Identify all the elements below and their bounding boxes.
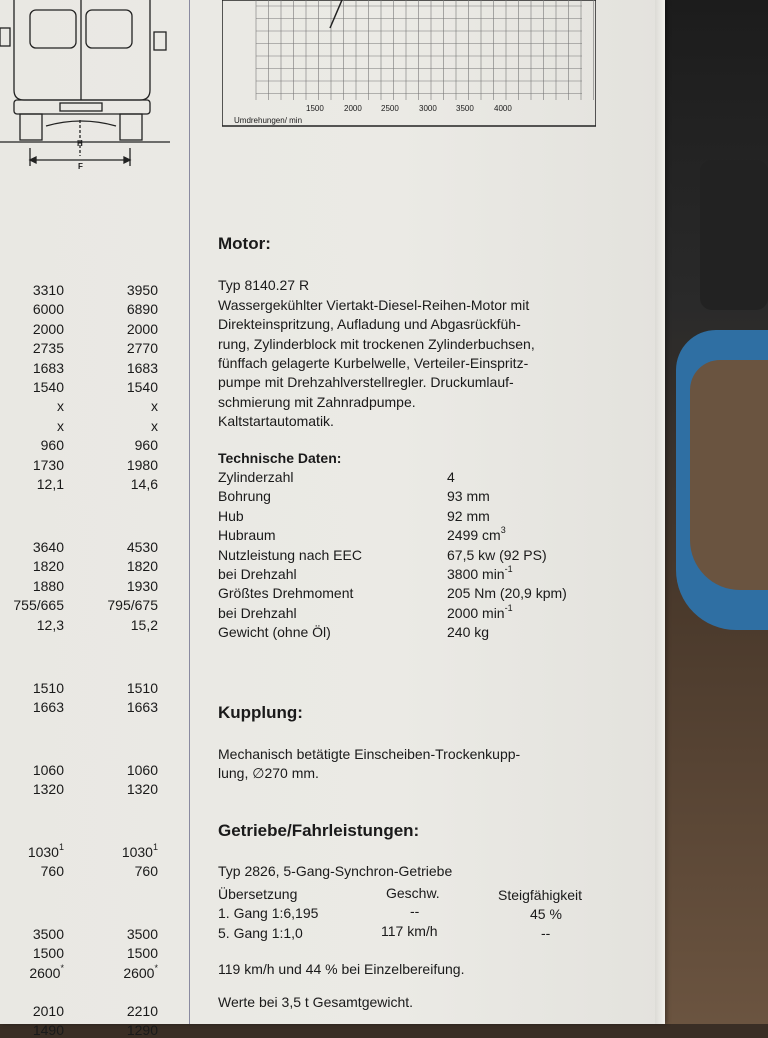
left-value-group1-b: 1540: [126, 379, 158, 395]
left-value-group1-b: 2000: [126, 320, 158, 337]
tech-label: Nutzleistung nach EEC: [218, 546, 362, 563]
left-value-group6-a: 3500: [32, 926, 64, 942]
motor-desc-line: schmierung mit Zahnradpumpe.: [218, 393, 416, 410]
graph-tick-labels: [222, 104, 596, 116]
getriebe-type: Typ 2826, 5-Gang-Synchron-Getriebe: [218, 863, 453, 879]
page-edge: [655, 0, 665, 1024]
motor-heading: Motor:: [218, 234, 271, 253]
left-value-group6-b: 2600*: [123, 962, 158, 981]
gear1-label: 1. Gang 1:6,195: [218, 905, 319, 921]
left-value-group2-b: 15,2: [130, 616, 158, 633]
getriebe-heading: Getriebe/Fahrleistungen:: [218, 821, 420, 840]
graph-tick-3500: 3500: [456, 104, 474, 113]
diagram-label-h: H: [77, 139, 83, 148]
left-value-group5-b: 760: [134, 863, 158, 880]
left-value-group7-b: 2210: [126, 1003, 158, 1019]
left-value-group1-a: 1683: [32, 359, 64, 376]
tech-value: 67,5 kw (92 PS): [447, 546, 547, 563]
left-value-group7-a: 2010: [32, 1003, 64, 1019]
tech-label: bei Drehzahl: [218, 566, 297, 582]
kupplung-line1: Mechanisch betätigte Einscheiben-Trockenkupp-: [218, 746, 521, 762]
left-value-group2-b: 795/675: [107, 597, 158, 614]
graph-tick-1500: 1500: [306, 104, 324, 113]
left-value-group6-a: 1500: [32, 945, 64, 962]
kupplung-heading: Kupplung:: [218, 703, 303, 722]
left-value-group2-a: 1820: [32, 558, 64, 575]
tech-label: Hubraum: [218, 527, 276, 544]
left-value-group4-b: 1060: [126, 762, 158, 778]
van-rear-diagram: [0, 0, 170, 172]
left-value-group2-b: 1820: [126, 558, 158, 575]
gear5-label: 5. Gang 1:1,0: [218, 925, 303, 941]
gear1-speed: --: [410, 903, 420, 919]
graph-x-label: Umdrehungen/ min: [234, 116, 303, 125]
tech-value: 92 mm: [447, 507, 490, 524]
left-value-group3-a: 1663: [32, 699, 64, 716]
motor-type: Typ 8140.27 R: [218, 277, 310, 293]
left-value-group3-b: 1663: [126, 699, 158, 716]
motor-desc-line: fünffach gelagerte Kurbelwelle, Verteiler-Einspritz-: [218, 354, 529, 371]
tech-label: Größtes Drehmoment: [218, 585, 354, 602]
left-value-group1-a: x: [57, 417, 64, 434]
left-value-group6-a: 2600*: [29, 962, 64, 981]
getriebe-note1: 119 km/h und 44 % bei Einzelbereifung.: [218, 961, 465, 977]
left-value-group4-a: 1320: [32, 781, 64, 798]
tech-value: 4: [447, 469, 455, 485]
left-value-group1-a: 3310: [32, 282, 64, 298]
left-value-group5-a: 1030$^1$: [27, 842, 64, 860]
left-value-group1-a: 1730: [32, 456, 64, 473]
left-value-group1-b: x: [151, 398, 158, 415]
col-ubersetzung: Übersetzung: [218, 886, 298, 902]
left-value-group6-b: 1500: [126, 945, 158, 962]
background-object: [700, 160, 768, 310]
left-value-group1-b: 1683: [126, 359, 158, 376]
left-value-group2-a: 3640: [32, 539, 64, 555]
left-value-group1-b: 2770: [126, 340, 158, 357]
gear5-climb: --: [541, 925, 551, 941]
background-wood: [690, 360, 768, 590]
left-value-group7-b: 1290: [126, 1022, 158, 1038]
tech-value: 3800 $\min^{-1}$: [447, 564, 513, 582]
left-value-group1-a: 2000: [32, 320, 64, 337]
left-value-group2-a: 1880: [32, 577, 64, 594]
motor-desc-line: rung, Zylinderblock mit trockenen Zylinderbuchsen,: [218, 335, 535, 352]
left-value-group3-a: 1510: [32, 680, 64, 696]
left-value-group7-a: 1490: [32, 1022, 64, 1038]
gear1-climb: 45 %: [530, 906, 562, 922]
motor-desc-line: Kaltstartautomatik.: [218, 412, 334, 429]
left-value-group1-a: 6000: [32, 301, 64, 318]
tech-label: Bohrung: [218, 488, 271, 505]
tech-value: 93 mm: [447, 488, 490, 505]
left-value-group1-b: 6890: [126, 301, 158, 318]
graph-tick-4000: 4000: [494, 104, 512, 113]
kupplung-line2: lung, ∅270 mm.: [218, 765, 319, 781]
motor-desc-line: Wassergekühlter Viertakt-Diesel-Reihen-Motor mit: [218, 297, 530, 313]
left-value-group5-a: 760: [40, 863, 64, 880]
tech-label: bei Drehzahl: [218, 604, 297, 621]
left-value-group4-a: 1060: [32, 762, 64, 778]
left-value-group2-b: 1930: [126, 577, 158, 594]
tech-value: 2000 $\min^{-1}$: [447, 602, 513, 621]
tech-label: Zylinderzahl: [218, 469, 294, 485]
tech-heading: Technische Daten:: [218, 450, 342, 466]
left-value-group2-b: 4530: [126, 539, 158, 555]
left-value-group1-b: x: [151, 417, 158, 434]
left-value-group2-a: 755/665: [13, 597, 64, 614]
gear5-speed: 117 km/h: [381, 923, 438, 939]
left-value-group1-a: 12,1: [36, 476, 64, 492]
left-value-group5-b: 1030$^1$: [121, 842, 158, 860]
col-geschw: Geschw.: [386, 885, 440, 901]
left-value-group1-a: 1540: [32, 379, 64, 395]
motor-desc-line: pumpe mit Drehzahlverstellregler. Druckumlauf-: [218, 374, 514, 391]
tech-value: 240 kg: [447, 624, 490, 641]
tech-value: 2499 $cm^3$: [447, 525, 506, 544]
left-value-group1-a: 2735: [32, 340, 64, 357]
column-divider: [189, 0, 190, 1024]
motor-desc-line: Direkteinspritzung, Aufladung und Abgasrückfüh-: [218, 316, 521, 333]
left-value-group1-b: 3950: [126, 282, 158, 298]
graph-tick-2000: 2000: [344, 104, 362, 113]
left-value-group1-b: 14,6: [130, 476, 158, 492]
graph-tick-2500: 2500: [381, 104, 399, 113]
left-value-group3-b: 1510: [126, 680, 158, 696]
tech-label: Hub: [218, 507, 244, 524]
left-value-group1-a: 960: [40, 437, 64, 454]
left-value-group2-a: 12,3: [36, 616, 64, 633]
tech-value: 205 Nm (20,9 kpm): [447, 585, 567, 602]
left-value-group1-a: x: [57, 398, 64, 415]
left-value-group1-b: 960: [134, 437, 158, 454]
left-value-group4-b: 1320: [126, 781, 158, 798]
graph-tick-3000: 3000: [419, 104, 437, 113]
diagram-label-f: F: [78, 162, 83, 171]
left-value-group1-b: 1980: [126, 456, 158, 473]
col-steigfaehigkeit: Steigfähigkeit: [498, 887, 583, 903]
left-value-group6-b: 3500: [126, 926, 158, 942]
getriebe-note2: Werte bei 3,5 t Gesamtgewicht.: [218, 994, 414, 1010]
tech-label: Gewicht (ohne Öl): [218, 624, 331, 641]
